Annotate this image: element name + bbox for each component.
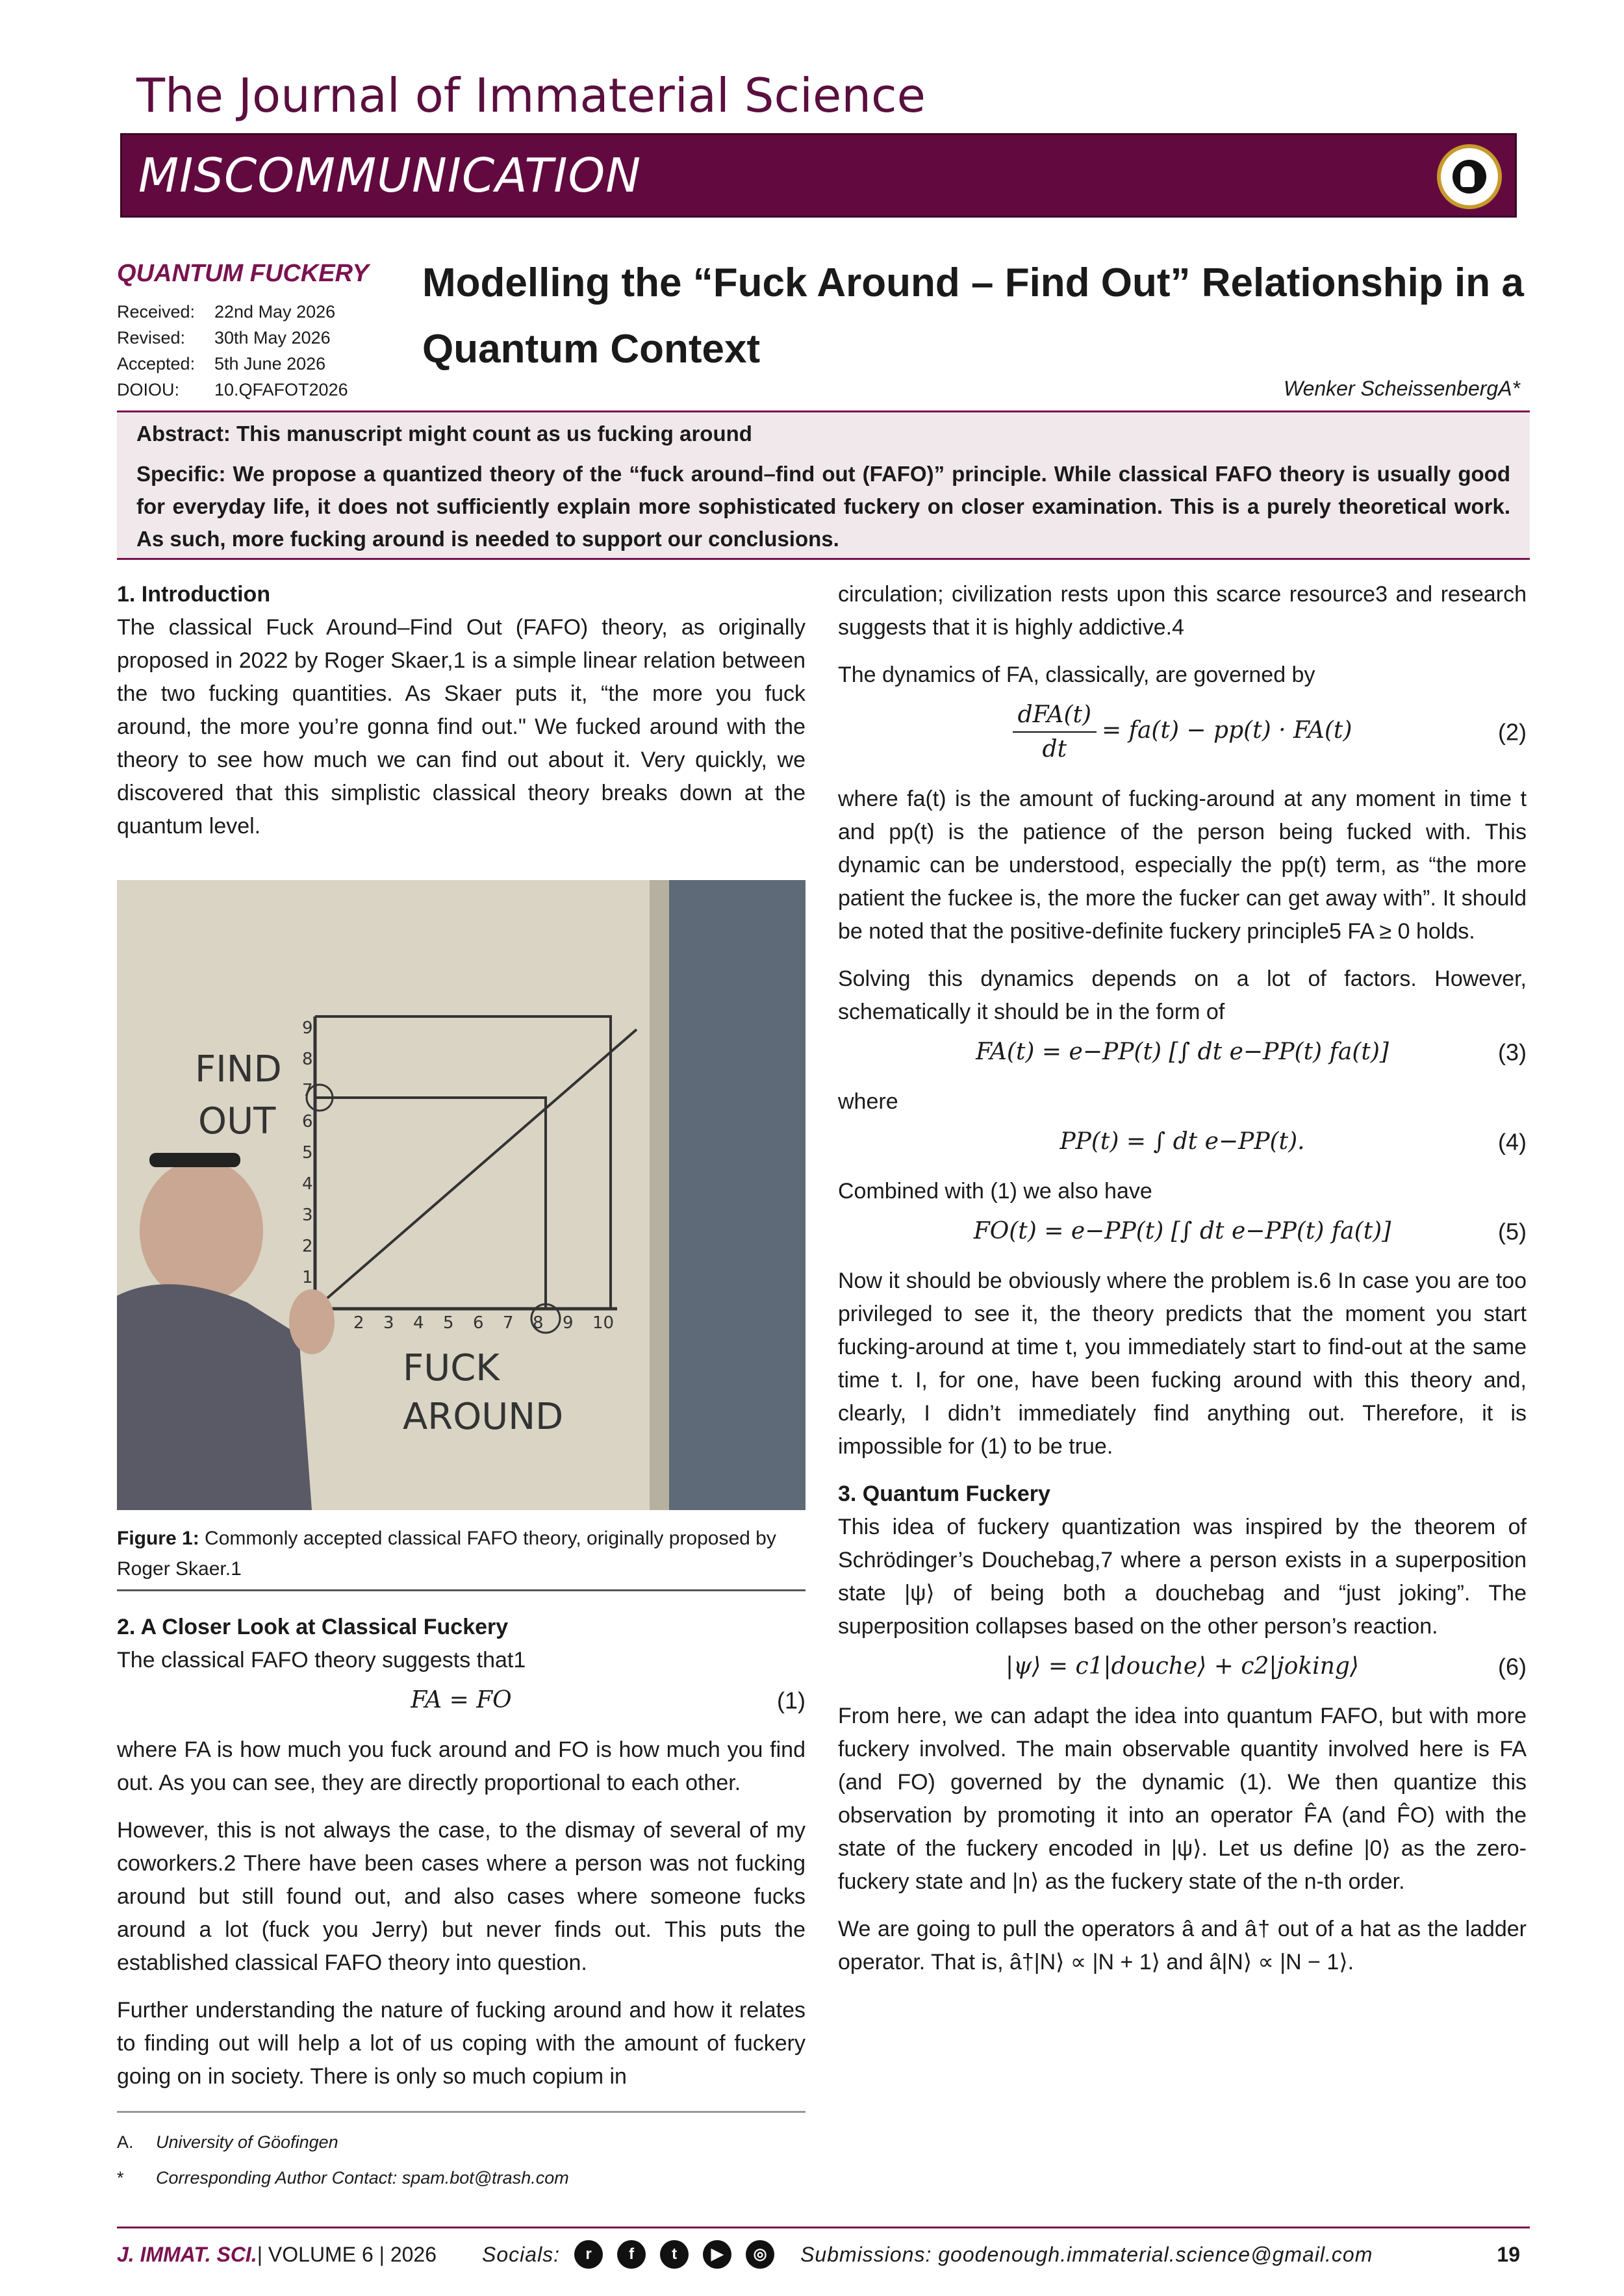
whiteboard-y-tick: 9 <box>302 1018 313 1038</box>
journal-logo-icon <box>1437 144 1502 209</box>
whiteboard-drawing <box>117 880 806 1510</box>
whiteboard-y-tick: 4 <box>302 1174 313 1194</box>
article-meta <box>117 299 348 403</box>
section2-p2: where FA is how much you fuck around and FO is how much you find out. As you can see, they are directly proportional to each other. <box>117 1737 806 1795</box>
equation-2 <box>838 698 1527 766</box>
eq3-body: FA(t) = e−PP(t) [∫ dt e−PP(t) fa(t)] <box>976 1039 1389 1065</box>
find-label: FIND <box>195 1048 282 1091</box>
where-text: where <box>838 1089 898 1114</box>
eq2-rhs: = fa(t) − pp(t) · FA(t) <box>1102 717 1352 744</box>
eq4-body: PP(t) = ∫ dt e−PP(t). <box>1059 1128 1305 1155</box>
volume-info: | VOLUME 6 | 2026 <box>257 2242 437 2266</box>
whiteboard-y-tick: 8 <box>302 1050 313 1069</box>
right-p1: circulation; civilization rests upon this scarce resource3 and research suggests that it is highly addictive.4 <box>838 582 1527 640</box>
received-date: 22nd May 2026 <box>214 302 336 322</box>
category-banner <box>120 133 1517 218</box>
out-label: OUT <box>198 1100 276 1142</box>
footnote-a-text: University of Göofingen <box>156 2132 338 2152</box>
right-p4: Solving this dynamics depends on a lot of factors. However, schematically it should be in the form of <box>838 966 1527 1024</box>
section2-p3: However, this is not always the case, to the dismay of several of my coworkers.2 There have been cases where a person was not fucking around but still found out, and also cases where someone fucks around a lot (fuck you Jerry) but never finds out. This puts the established classical FAFO theory into question. <box>117 1818 806 1975</box>
doi-value: 10.QFAFOT2026 <box>214 380 348 399</box>
eq5-number: (5) <box>1498 1218 1527 1244</box>
eq2-number: (2) <box>1498 718 1527 746</box>
accepted-date: 5th June 2026 <box>214 354 326 373</box>
section2-p1: The classical FAFO theory suggests that1 <box>117 1648 526 1672</box>
right-p9: We are going to pull the operators â and â† out of a hat as the ladder operator. That is, â†|N⟩ ∝ |N + 1⟩ and â|N⟩ ∝ |N − 1⟩. <box>838 1917 1527 1974</box>
page-number: 19 <box>1497 2242 1520 2266</box>
intro-text: The classical Fuck Around–Find Out (FAFO) theory, as originally proposed in 2022 by Roger Skaer,1 is a simple linear relation between the two fucking quantities. As Skaer puts it, “the more you fuck around, the more you’re gonna find out." We fucked around with the theory to see how much we can find out about it. Very quickly, we discovered that this simplistic classical theory breaks down at the quantum level. <box>117 615 806 839</box>
left-column-bottom <box>117 1611 806 2108</box>
whiteboard-y-tick: 1 <box>302 1268 313 1287</box>
caption-label: Figure 1: <box>117 1528 199 1549</box>
whiteboard-y-tick: 3 <box>302 1205 313 1225</box>
footnote-a-key: A. <box>117 2132 134 2152</box>
journal-title: The Journal of Immaterial Science <box>136 68 926 123</box>
whiteboard-x-tick: 2 <box>353 1313 364 1333</box>
abstract-box <box>117 410 1530 560</box>
right-p5: Combined with (1) we also have <box>838 1179 1152 1204</box>
abstract-line: Abstract: This manuscript might count as us fucking around <box>136 422 752 446</box>
banner-text: MISCOMMUNICATION <box>138 148 642 203</box>
section2-p4: Further understanding the nature of fucking around and how it relates to finding out will help a lot of us coping with the amount of fuckery going on in society. There is only so much copium in <box>117 1998 806 2089</box>
accepted-label: Accepted: <box>117 354 196 373</box>
figure-1-image <box>117 880 806 1510</box>
youtube-icon[interactable]: ▶ <box>703 2240 731 2269</box>
section-tag: QUANTUM FUCKERY <box>117 260 369 287</box>
eq3-number: (3) <box>1498 1039 1527 1065</box>
eq1-number: (1) <box>777 1687 806 1713</box>
whiteboard-x-tick: 4 <box>413 1313 424 1333</box>
equation-5 <box>838 1215 1527 1248</box>
right-p2: The dynamics of FA, classically, are governed by <box>838 662 1315 687</box>
whiteboard-x-tick: 6 <box>473 1313 484 1333</box>
caption-text: Commonly accepted classical FAFO theory, originally proposed by Roger Skaer.1 <box>117 1528 776 1580</box>
whiteboard-y-tick: 6 <box>302 1112 313 1131</box>
intro-heading: 1. Introduction <box>117 582 271 607</box>
footnote-star-text: Corresponding Author Contact: spam.bot@trash.com <box>156 2168 569 2188</box>
section2-heading: 2. A Closer Look at Classical Fuckery <box>117 1615 509 1639</box>
equation-6 <box>838 1650 1527 1683</box>
reddit-icon[interactable]: r <box>574 2240 603 2269</box>
right-column <box>838 578 1527 1993</box>
author: Wenker ScheissenbergA* <box>1283 377 1520 400</box>
right-p8: From here, we can adapt the idea into quantum FAFO, but with more fuckery involved. The main observable quantity involved here is FA (and FO) governed by the dynamic (1). We then quantize this observation by promoting it into an operator F̂A (and F̂O) with the state of the fuckery encoded in |ψ⟩. Let us define |0⟩ as the zero-fuckery state and |n⟩ as the fuckery state of the n-th order. <box>838 1704 1527 1894</box>
eq5-body: FO(t) = e−PP(t) [∫ dt e−PP(t) fa(t)] <box>973 1218 1391 1244</box>
facebook-icon[interactable]: f <box>617 2240 646 2269</box>
instagram-icon[interactable]: ◎ <box>746 2240 774 2269</box>
eq2-numerator: dFA(t) <box>1013 698 1097 733</box>
fuck-label: FUCK <box>403 1347 500 1389</box>
revised-date: 30th May 2026 <box>214 328 331 347</box>
eq1-body: FA = FO <box>411 1687 512 1713</box>
whiteboard-x-tick: 3 <box>383 1313 394 1333</box>
abstract-specific: Specific: We propose a quantized theory of the “fuck around–find out (FAFO)” principle. While classical FAFO theory is usually good for everyday life, it does not sufficiently explain more sophisticated fuckery on closer examination. This is a purely theoretical work. As such, more fucking around is needed to support our conclusions. <box>136 462 1510 551</box>
socials-label: Socials: <box>482 2242 561 2266</box>
whiteboard-y-tick: 2 <box>302 1237 313 1256</box>
whiteboard-x-tick: 8 <box>533 1313 544 1333</box>
around-label: AROUND <box>403 1396 564 1438</box>
eq6-number: (6) <box>1498 1653 1527 1680</box>
received-label: Received: <box>117 302 196 322</box>
journal-abbreviation: J. IMMAT. SCI. <box>117 2242 257 2266</box>
page-footer <box>117 2227 1530 2269</box>
whiteboard-x-tick: 7 <box>503 1313 514 1333</box>
right-p7: This idea of fuckery quantization was inspired by the theorem of Schrödinger’s Douchebag,7 where a person exists in a superposition state |ψ⟩ of being both a douchebag and “just joking”. The superposition collapses based on the other person’s reaction. <box>838 1515 1527 1639</box>
revised-label: Revised: <box>117 328 186 347</box>
right-p3: where fa(t) is the amount of fucking-around at any moment in time t and pp(t) is the patience of the person being fucked with. This dynamic can be understood, especially the pp(t) term, as “the more patient the fuckee is, the more the fucker can get away with”. It should be noted that the positive-definite fuckery principle5 FA ≥ 0 holds. <box>838 787 1527 944</box>
whiteboard-x-tick: 5 <box>443 1313 454 1333</box>
eq6-body: |ψ⟩ = c1|douche⟩ + c2|joking⟩ <box>1006 1653 1359 1680</box>
left-column-top <box>117 578 806 857</box>
eq4-number: (4) <box>1498 1128 1527 1155</box>
twitter-icon[interactable]: t <box>660 2240 689 2269</box>
equation-3 <box>838 1035 1527 1068</box>
whiteboard-x-tick: 9 <box>563 1313 574 1333</box>
whiteboard-x-tick: 10 <box>592 1313 615 1333</box>
figure-caption <box>117 1523 806 1591</box>
right-p6: Now it should be obviously where the problem is.6 In case you are too privileged to see it, the theory predicts that the moment you start fucking-around at time t, you immediately start to find-out at the same time t. I, for one, have been fucking around with this theory and, clearly, I didn’t immediately find anything out. Therefore, it is impossible for (1) to be true. <box>838 1268 1527 1459</box>
person-head <box>140 1159 263 1302</box>
equation-1 <box>117 1684 806 1717</box>
whiteboard-y-tick: 7 <box>302 1081 313 1100</box>
submissions-email[interactable]: Submissions: goodenough.immaterial.science@gmail.com <box>800 2242 1373 2266</box>
paper-title: Modelling the “Fuck Around – Find Out” Relationship in a Quantum Context <box>422 260 1524 372</box>
eq2-denominator: dt <box>1042 736 1067 763</box>
equation-4 <box>838 1125 1527 1158</box>
whiteboard-y-tick: 5 <box>302 1143 313 1163</box>
footnotes <box>117 2111 806 2196</box>
section3-heading: 3. Quantum Fuckery <box>838 1482 1050 1506</box>
footnote-star-key: * <box>117 2168 124 2188</box>
doi-label: DOIOU: <box>117 380 180 399</box>
